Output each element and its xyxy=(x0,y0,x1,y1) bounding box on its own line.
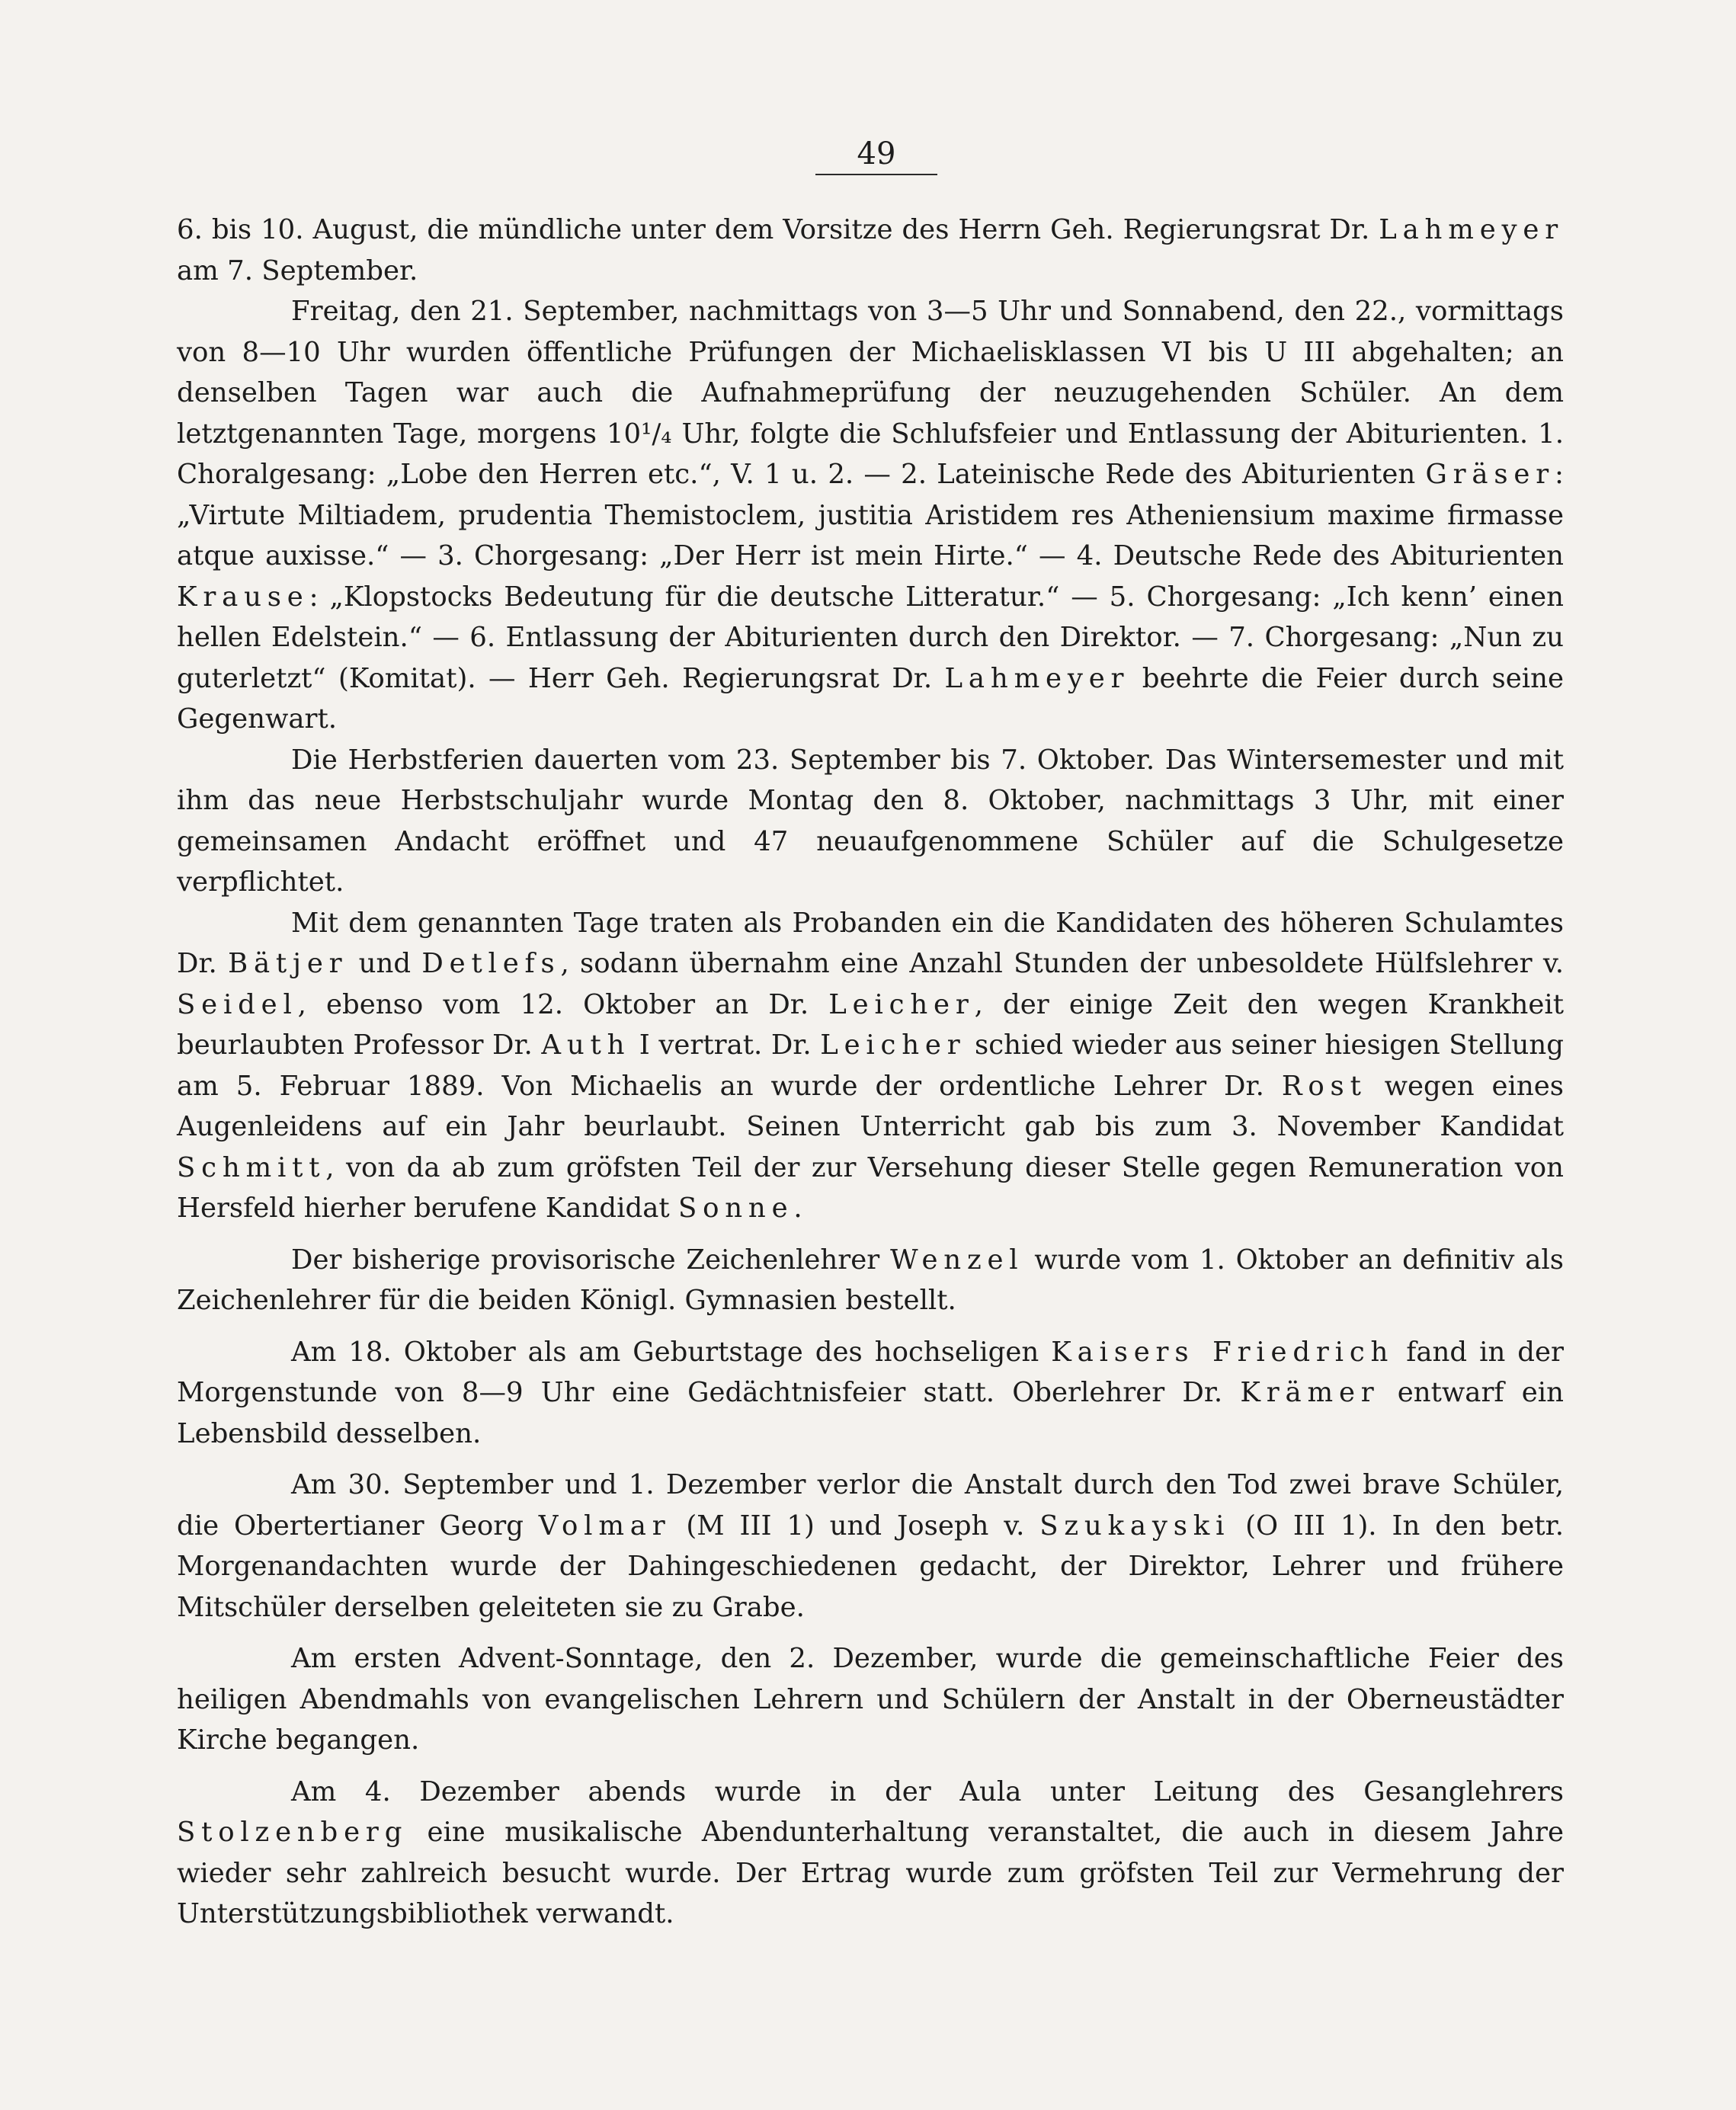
text-run: Am 4. Dezember abends wurde in der Aula unter Leitung des Gesanglehrers xyxy=(291,1775,1564,1807)
paragraph xyxy=(177,1332,1564,1455)
paragraph xyxy=(177,1638,1564,1761)
text-run: Mit dem genannten Tage traten als Probanden ein die Kandidaten des höheren Schulamtes Dr. xyxy=(177,907,1564,979)
text-run: beehrte die Feier durch seine Gegenwart. xyxy=(177,662,1565,735)
page-number: 49 xyxy=(857,136,896,171)
spaced-name: Sonne xyxy=(677,1193,794,1224)
text-run: Am 30. September und 1. Dezember verlor die Anstalt durch den Tod zwei brave Schüler, die Obertertianer Georg xyxy=(177,1469,1564,1542)
spaced-name: Szukayski xyxy=(1039,1510,1231,1542)
text-run: , von da ab zum gröfsten Teil der zur Versehung dieser Stelle gegen Remuneration von Hersfeld hierher berufene Kandidat xyxy=(177,1151,1564,1224)
text-run: und xyxy=(348,948,422,979)
text-run: 6. bis 10. August, die mündliche unter dem Vorsitze des Herrn Geh. Regierungsrat Dr. xyxy=(177,214,1379,245)
spaced-name: Stolzenberg xyxy=(177,1817,408,1848)
paragraph xyxy=(177,903,1564,1229)
spaced-name: Krämer xyxy=(1240,1377,1380,1408)
text-run: , ebenso vom 12. Oktober an Dr. xyxy=(297,988,829,1020)
spaced-name: Lahmeyer xyxy=(1379,214,1564,245)
spaced-name: Schmitt xyxy=(177,1151,326,1183)
text-run: Am ersten Advent-Sonntage, den 2. Dezember, wurde die gemeinschaftliche Feier des heiligen Abendmahls von evangelischen Lehrern und Schülern der Anstalt in der Oberneustädter Kirche begangen. xyxy=(177,1643,1564,1756)
text-run: schied wieder aus seiner hiesigen Stellung am 5. Februar 1889. Von Michaelis an wurde der ordentliche Lehrer Dr. xyxy=(177,1029,1565,1102)
spaced-name: Detlefs xyxy=(421,948,561,979)
paragraph xyxy=(177,1465,1564,1628)
spaced-name: Auth xyxy=(541,1029,631,1061)
text-run: . xyxy=(793,1193,802,1224)
spaced-name: Krause xyxy=(177,581,309,613)
spaced-name: Leicher xyxy=(828,988,975,1020)
text-run: fand in der Morgenstunde von 8—9 Uhr eine Gedächtnisfeier statt. Oberlehrer Dr. xyxy=(177,1336,1564,1408)
page-number-rule xyxy=(815,174,937,175)
spaced-name: Bätjer xyxy=(228,948,348,979)
text-run: wurde vom 1. Oktober an definitiv als Zeichenlehrer für die beiden Königl. Gymnasien bestellt. xyxy=(177,1244,1565,1316)
text-run: (M III 1) und Joseph v. xyxy=(671,1510,1040,1542)
text-run: Die Herbstferien dauerten vom 23. September bis 7. Oktober. Das Wintersemester und mit ihm das neue Herbstschuljahr wurde Montag den 8. Oktober, nachmittags 3 Uhr, mit einer gemeinsamen Andacht eröffnet und 47 neuaufgenommene Schüler auf die Schulgesetze verpflichtet. xyxy=(177,744,1564,898)
spaced-name: Gräser xyxy=(1425,459,1555,490)
spaced-name: Wenzel xyxy=(890,1244,1024,1276)
body-text xyxy=(177,210,1564,1935)
spaced-name: Volmar xyxy=(538,1510,671,1542)
text-run: wegen eines Augenleidens auf ein Jahr beurlaubt. Seinen Unterricht gab bis zum 3. November Kandidat xyxy=(177,1070,1564,1142)
text-run: , sodann übernahm eine Anzahl Stunden der unbesoldete Hülfslehrer v. xyxy=(560,948,1564,979)
spaced-name: Seidel xyxy=(177,988,298,1020)
text-run: I vertrat. Dr. xyxy=(630,1029,821,1061)
text-run: entwarf ein Lebensbild desselben. xyxy=(177,1377,1564,1449)
paragraph xyxy=(177,740,1564,903)
paragraph xyxy=(177,1772,1564,1935)
paragraph xyxy=(177,210,1564,291)
paragraph xyxy=(177,291,1564,740)
text-run: (O III 1). In den betr. Morgenandachten wurde der Dahingeschiedenen gedacht, der Direktor, Lehrer und frühere Mitschüler derselben geleiteten sie zu Grabe. xyxy=(177,1510,1564,1623)
text-run: : „Virtute Miltiadem, prudentia Themistoclem, justitia Aristidem res Atheniensium maxime firmasse atque auxisse.“ — 3. Chorgesang: „Der Herr ist mein Hirte.“ — 4. Deutsche Rede des Abiturienten xyxy=(177,459,1564,572)
text-run: Der bisherige provisorische Zeichenlehrer xyxy=(291,1244,891,1276)
text-run: eine musikalische Abendunterhaltung veranstaltet, die auch in diesem Jahre wieder sehr zahlreich besucht wurde. Der Ertrag wurde zum gröfsten Teil zur Vermehrung der Unterstützungsbibliothek verwandt. xyxy=(177,1817,1564,1929)
text-run: : „Klopstocks Bedeutung für die deutsche Litteratur.“ — 5. Chorgesang: „Ich kenn’ einen hellen Edelstein.“ — 6. Entlassung der Abiturienten durch den Direktor. — 7. Chorgesang: „Nun zu guterletzt“ (Komitat). — Herr Geh. Regierungsrat Dr. xyxy=(177,581,1564,694)
text-run: Am 18. Oktober als am Geburtstage des hochseligen xyxy=(291,1336,1052,1368)
spaced-name: Kaisers Friedrich xyxy=(1051,1336,1395,1368)
text-run: , der einige Zeit den wegen Krankheit beurlaubten Professor Dr. xyxy=(177,988,1564,1061)
text-run: Freitag, den 21. September, nachmittags von 3—5 Uhr und Sonnabend, den 22., vormittags von 8—10 Uhr wurden öffentliche Prüfungen der Michaelisklassen VI bis U III abgehalten; an denselben Tagen war auch die Aufnahmeprüfung der neuzugehenden Schüler. An dem letztgenannten Tage, morgens 10¹/₄ Uhr, folgte die Schlufsfeier und Entlassung der Abiturienten. 1. Choralgesang: „Lobe den Herren etc.“, V. 1 u. 2. — 2. Lateinische Rede des Abiturienten xyxy=(177,296,1564,490)
paragraph xyxy=(177,1240,1564,1321)
spaced-name: Lahmeyer xyxy=(944,662,1130,694)
spaced-name: Rost xyxy=(1281,1070,1367,1102)
spaced-name: Leicher xyxy=(820,1029,966,1061)
text-run: am 7. September. xyxy=(177,255,418,287)
